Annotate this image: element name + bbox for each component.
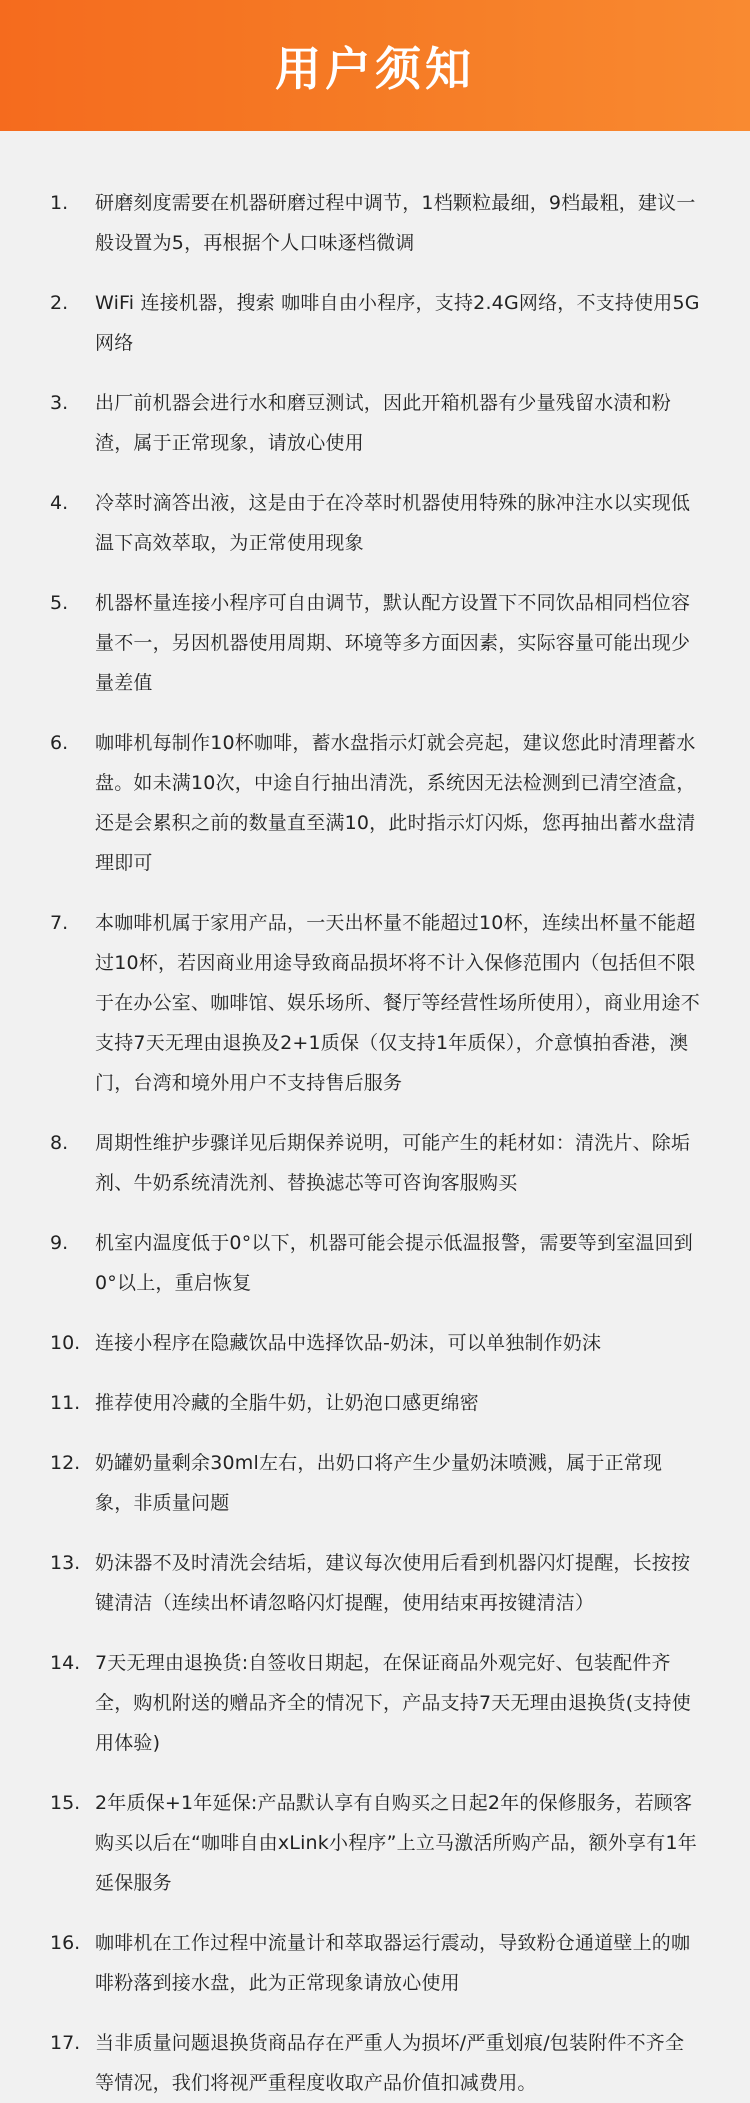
- item-number: 14.: [50, 1652, 81, 1674]
- item-number: 6.: [50, 732, 69, 754]
- page-title: 用户须知: [275, 41, 475, 96]
- item-number: 4.: [50, 492, 69, 514]
- notice-list: [0, 131, 750, 2094]
- item-text: 冷萃时滴答出液，这是由于在冷萃时机器使用特殊的脉冲注水以实现低温下高效萃取，为正常使用现象: [95, 492, 691, 554]
- item-text: 机室内温度低于0°以下，机器可能会提示低温报警，需要等到室温回到0°以上，重启恢复: [95, 1232, 693, 1294]
- item-number: 9.: [50, 1232, 69, 1254]
- item-number: 10.: [50, 1332, 81, 1354]
- item-text: 出厂前机器会进行水和磨豆测试，因此开箱机器有少量残留水渍和粉渣，属于正常现象，请放心使用: [95, 392, 672, 454]
- list-item: [0, 1923, 750, 2003]
- list-item: [0, 283, 750, 363]
- list-item: [0, 583, 750, 703]
- item-number: 15.: [50, 1792, 81, 1814]
- list-item: [0, 1543, 750, 1623]
- item-text: 推荐使用冷藏的全脂牛奶，让奶泡口感更绵密: [95, 1392, 480, 1414]
- list-item: [0, 903, 750, 1103]
- list-item: [0, 1383, 750, 1423]
- item-text: 奶罐奶量剩余30ml左右，出奶口将产生少量奶沫喷溅，属于正常现象，非质量问题: [95, 1452, 663, 1514]
- item-text: 周期性维护步骤详见后期保养说明，可能产生的耗材如：清洗片、除垢剂、牛奶系统清洗剂、替换滤芯等可咨询客服购买: [95, 1132, 691, 1194]
- item-text: 本咖啡机属于家用产品，一天出杯量不能超过10杯，连续出杯量不能超过10杯，若因商业用途导致商品损坏将不计入保修范围内（包括但不限于在办公室、咖啡馆、娱乐场所、餐厅等经营性场所使用），商业用途不支持7天无理由退换及2+1质保（仅支持1年质保），介意慎拍香港，澳门，台湾和境外用户不支持售后服务: [95, 912, 700, 1094]
- list-item: [0, 1223, 750, 1303]
- item-number: 5.: [50, 592, 69, 614]
- item-number: 7.: [50, 912, 69, 934]
- list-item: [0, 383, 750, 463]
- item-text: 咖啡机在工作过程中流量计和萃取器运行震动，导致粉仓通道壁上的咖啡粉落到接水盘，此为正常现象请放心使用: [95, 1932, 691, 1994]
- item-number: 17.: [50, 2032, 81, 2054]
- item-text: WiFi 连接机器，搜索 咖啡自由小程序，支持2.4G网络，不支持使用5G网络: [95, 292, 700, 354]
- item-number: 13.: [50, 1552, 81, 1574]
- list-item: [0, 1643, 750, 1763]
- item-number: 16.: [50, 1932, 81, 1954]
- item-text: 当非质量问题退换货商品存在严重人为损坏/严重划痕/包装附件不齐全等情况，我们将视严重程度收取产品价值扣减费用。: [95, 2032, 685, 2094]
- list-item: [0, 1783, 750, 1903]
- list-item: [0, 723, 750, 883]
- item-number: 3.: [50, 392, 69, 414]
- item-text: 机器杯量连接小程序可自由调节，默认配方设置下不同饮品相同档位容量不一，另因机器使用周期、环境等多方面因素，实际容量可能出现少量差值: [95, 592, 691, 694]
- header-banner: [0, 0, 750, 131]
- list-item: [0, 183, 750, 263]
- item-number: 12.: [50, 1452, 81, 1474]
- item-text: 咖啡机每制作10杯咖啡，蓄水盘指示灯就会亮起，建议您此时清理蓄水盘。如未满10次，中途自行抽出清洗，系统因无法检测到已清空渣盒，还是会累积之前的数量直至满10，此时指示灯闪烁，您再抽出蓄水盘清理即可: [95, 732, 696, 874]
- list-item: [0, 483, 750, 563]
- list-item: [0, 2023, 750, 2103]
- list-item: [0, 1123, 750, 1203]
- list-item: [0, 1443, 750, 1523]
- item-text: 2年质保+1年延保:产品默认享有自购买之日起2年的保修服务，若顾客购买以后在“咖啡自由xLink小程序”上立马激活所购产品，额外享有1年延保服务: [95, 1792, 697, 1894]
- item-number: 11.: [50, 1392, 81, 1414]
- item-number: 1.: [50, 192, 69, 214]
- item-text: 7天无理由退换货:自签收日期起，在保证商品外观完好、包装配件齐全，购机附送的赠品齐全的情况下，产品支持7天无理由退换货(支持使用体验): [95, 1652, 691, 1754]
- item-text: 连接小程序在隐藏饮品中选择饮品-奶沫，可以单独制作奶沫: [95, 1332, 602, 1354]
- item-number: 2.: [50, 292, 69, 314]
- item-text: 研磨刻度需要在机器研磨过程中调节，1档颗粒最细，9档最粗，建议一般设置为5，再根据个人口味逐档微调: [95, 192, 696, 254]
- list-item: [0, 1323, 750, 1363]
- item-text: 奶沫器不及时清洗会结垢，建议每次使用后看到机器闪灯提醒，长按按键清洁（连续出杯请忽略闪灯提醒，使用结束再按键清洁）: [95, 1552, 691, 1614]
- item-number: 8.: [50, 1132, 69, 1154]
